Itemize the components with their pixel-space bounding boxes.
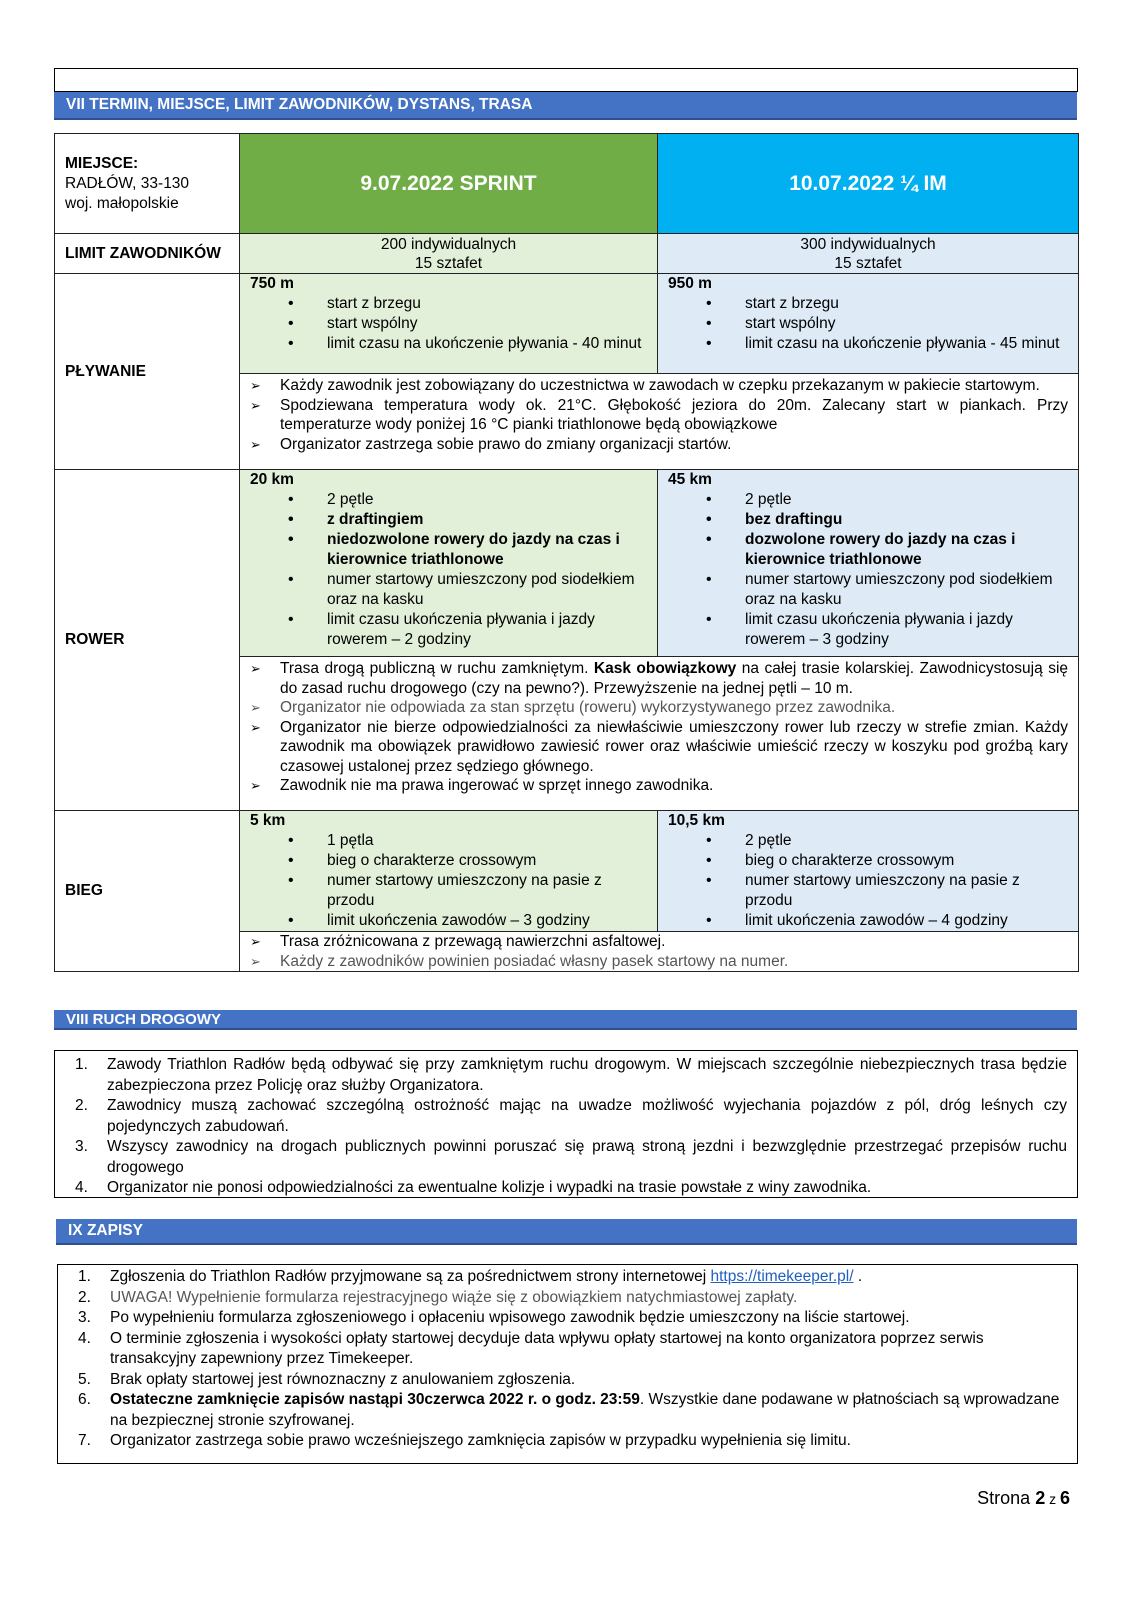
list-item: ➢ Trasa drogą publiczną w ruchu zamkniętym. Kask obowiązkowy na całej trasie kolarskiej. Zawodnicystosują się do zasad ruchu drogowego (czy na pewno?). Przewyższenie na jednej pętli – 10 m. bbox=[250, 659, 1068, 698]
list-item: • numer startowy umieszczony na pasie z przodu bbox=[706, 871, 1068, 911]
section-9-header bbox=[56, 1219, 1077, 1245]
list-item: • limit ukończenia zawodów – 3 godziny bbox=[288, 911, 647, 931]
sprint-date: 9.07.2022 SPRINT bbox=[360, 171, 537, 195]
list-item: • numer startowy umieszczony pod siodełkiem oraz na kasku bbox=[706, 570, 1068, 610]
total-pages: 6 bbox=[1059, 1488, 1070, 1508]
list-item: • limit czasu na ukończenie pływania - 40 minut bbox=[288, 334, 647, 354]
list-item: • limit czasu ukończenia pływania i jazdy rowerem – 3 godziny bbox=[706, 610, 1068, 650]
sprint-limit-individual: 200 indywidualnych bbox=[380, 235, 517, 253]
list-item: • numer startowy umieszczony na pasie z przodu bbox=[288, 871, 647, 911]
list-item: ➢ Trasa zróżnicowana z przewagą nawierzchni asfaltowej. bbox=[250, 932, 1068, 952]
im-run-distance: 10,5 km bbox=[668, 812, 725, 829]
list-item: 6. Ostateczne zamknięcie zapisów nastąpi 30czerwca 2022 r. o godz. 23:59. Wszystkie dane podawane w płatnościach są wprowadzane na bezpiecznej stronie szyfrowanej. bbox=[78, 1391, 1060, 1429]
list-item: • start wspólny bbox=[288, 314, 647, 334]
im-limit bbox=[658, 234, 1079, 274]
current-page: 2 bbox=[1035, 1488, 1046, 1508]
list-item: ➢ Organizator zastrzega sobie prawo do zmiany organizacji startów. bbox=[250, 435, 1068, 455]
im-bike bbox=[658, 470, 1079, 657]
sprint-run bbox=[240, 811, 658, 932]
run-label: BIEG bbox=[55, 811, 240, 972]
section-9-title: IX ZAPISY bbox=[68, 1222, 143, 1239]
list-item: • niedozwolone rowery do jazdy na czas i kierownice triathlonowe bbox=[288, 530, 647, 570]
limit-label: LIMIT ZAWODNIKÓW bbox=[55, 234, 240, 274]
list-item: ➢ Organizator nie odpowiada za stan sprzętu (roweru) wykorzystywanego przez zawodnika. bbox=[250, 698, 1068, 718]
list-item: • start z brzegu bbox=[288, 294, 647, 314]
list-item: • 2 pętle bbox=[706, 490, 1068, 510]
sprint-swim bbox=[240, 274, 658, 374]
list-item: • 2 pętle bbox=[706, 831, 1068, 851]
competition-table bbox=[54, 133, 1079, 972]
section-7-header bbox=[54, 92, 1077, 120]
section-7-title: VII TERMIN, MIEJSCE, LIMIT ZAWODNIKÓW, DYSTANS, TRASA bbox=[66, 96, 533, 113]
run-notes bbox=[240, 932, 1079, 972]
list-item: 7. Organizator zastrzega sobie prawo wcześniejszego zamknięcia zapisów w przypadku wypełnienia się limitu. bbox=[78, 1432, 851, 1449]
im-run bbox=[658, 811, 1079, 932]
top-frame bbox=[54, 68, 1078, 92]
bike-notes bbox=[240, 657, 1079, 811]
page-footer: Strona 2 z 6 bbox=[977, 1488, 1070, 1508]
bike-label: ROWER bbox=[55, 470, 240, 811]
list-item: 5. Brak opłaty startowej jest równoznaczny z anulowaniem zgłoszenia. bbox=[78, 1370, 576, 1388]
sprint-bike bbox=[240, 470, 658, 657]
list-item: • bez draftingu bbox=[706, 510, 1068, 530]
place-label: MIEJSCE: bbox=[65, 154, 139, 172]
list-item: 1. Zawody Triathlon Radłów będą odbywać się przy zamkniętym ruchu drogowym. W miejscach szczególnie niebezpiecznych trasa będzie zabezpieczona przez Policję oraz służby Organizatora. bbox=[75, 1056, 1067, 1094]
sprint-limit-relay: 15 sztafet bbox=[414, 254, 483, 272]
list-item: • 1 pętla bbox=[288, 831, 647, 851]
im-swim bbox=[658, 274, 1079, 374]
im-limit-individual: 300 indywidualnych bbox=[800, 235, 936, 253]
swim-label: PŁYWANIE bbox=[55, 274, 240, 470]
list-item: • bieg o charakterze crossowym bbox=[706, 851, 1068, 871]
list-item: • start wspólny bbox=[706, 314, 1068, 334]
im-swim-distance: 950 m bbox=[668, 275, 712, 292]
list-item: • start z brzegu bbox=[706, 294, 1068, 314]
im-bike-distance: 45 km bbox=[668, 471, 712, 488]
section-8-list bbox=[54, 1050, 1078, 1198]
list-item: • bieg o charakterze crossowym bbox=[288, 851, 647, 871]
list-item: ➢ Spodziewana temperatura wody ok. 21°C. Głębokość jeziora do 20m. Zalecany start w piankach. Przy temperaturze wody poniżej 16 °C pianki triathlonowe będą obowiązkowe bbox=[250, 396, 1068, 435]
timekeeper-link[interactable]: https://timekeeper.pl/ bbox=[710, 1268, 854, 1285]
list-item: 2. Zawodnicy muszą zachować szczególną ostrożność mając na uwadze możliwość wyjechania pojazdów z pól, dróg leśnych czy pojedynczych zabudowań. bbox=[75, 1097, 1067, 1135]
list-item: ➢ Każdy zawodnik jest zobowiązany do uczestnictwa w zawodach w czepku przekazanym w pakiecie startowym. bbox=[250, 376, 1068, 396]
list-item: 4. Organizator nie ponosi odpowiedzialności za ewentualne kolizje i wypadki na trasie powstałe z winy zawodnika. bbox=[75, 1179, 872, 1196]
place-cell bbox=[55, 134, 240, 234]
list-item: • limit ukończenia zawodów – 4 godziny bbox=[706, 911, 1068, 931]
sprint-run-distance: 5 km bbox=[250, 812, 286, 829]
place-line1: RADŁÓW, 33-130 bbox=[65, 174, 190, 192]
list-item: • limit czasu ukończenia pływania i jazdy rowerem – 2 godziny bbox=[288, 610, 647, 650]
sprint-limit bbox=[240, 234, 658, 274]
list-item: • 2 pętle bbox=[288, 490, 647, 510]
im-date: 10.07.2022 ¼ IM bbox=[789, 171, 947, 195]
im-date-header bbox=[658, 134, 1079, 234]
sprint-swim-distance: 750 m bbox=[250, 275, 294, 292]
list-item: • dozwolone rowery do jazdy na czas i kierownice triathlonowe bbox=[706, 530, 1068, 570]
list-item: • numer startowy umieszczony pod siodełkiem oraz na kasku bbox=[288, 570, 647, 610]
list-item: 1. Zgłoszenia do Triathlon Radłów przyjmowane są za pośrednictwem strony internetowej https://timekeeper.pl/ . bbox=[78, 1268, 863, 1285]
sprint-date-header bbox=[240, 134, 658, 234]
place-line2: woj. małopolskie bbox=[65, 194, 179, 212]
im-limit-relay: 15 sztafet bbox=[834, 254, 902, 272]
list-item: • limit czasu na ukończenie pływania - 45 minut bbox=[706, 334, 1068, 354]
swim-notes bbox=[240, 374, 1079, 470]
list-item: 4. O terminie zgłoszenia i wysokości opłaty startowej decyduje data wpływu opłaty startowej na konto organizatora poprzez serwis transakcyjny zapewniony przez Timekeeper. bbox=[78, 1329, 984, 1367]
section-8-title: VIII RUCH DROGOWY bbox=[66, 1010, 222, 1028]
section-9-list bbox=[57, 1264, 1078, 1464]
list-item: ➢ Każdy z zawodników powinien posiadać własny pasek startowy na numer. bbox=[250, 952, 1068, 972]
list-item: 2. UWAGA! Wypełnienie formularza rejestracyjnego wiąże się z obowiązkiem natychmiastowej zapłaty. bbox=[78, 1288, 798, 1306]
sprint-bike-distance: 20 km bbox=[250, 471, 294, 488]
list-item: 3. Po wypełnieniu formularza zgłoszeniowego i opłaceniu wpisowego zawodnik będzie umieszczony na liście startowej. bbox=[78, 1309, 910, 1326]
list-item: • z draftingiem bbox=[288, 510, 647, 530]
list-item: ➢ Zawodnik nie ma prawa ingerować w sprzęt innego zawodnika. bbox=[250, 776, 1068, 796]
list-item: 3. Wszyscy zawodnicy na drogach publicznych powinni poruszać się prawą stroną jezdni i bezwzględnie przestrzegać przepisów ruchu drogowego bbox=[75, 1138, 1067, 1176]
section-8-header bbox=[54, 1010, 1077, 1030]
list-item: ➢ Organizator nie bierze odpowiedzialności za niewłaściwie umieszczony rower lub rzeczy w strefie zmian. Każdy zawodnik ma obowiązek prawidłowo zawiesić rower oraz właściwie umieścić rzeczy w koszyku pod groźbą kary czasowej ustalonej przez sędziego głównego. bbox=[250, 718, 1068, 777]
